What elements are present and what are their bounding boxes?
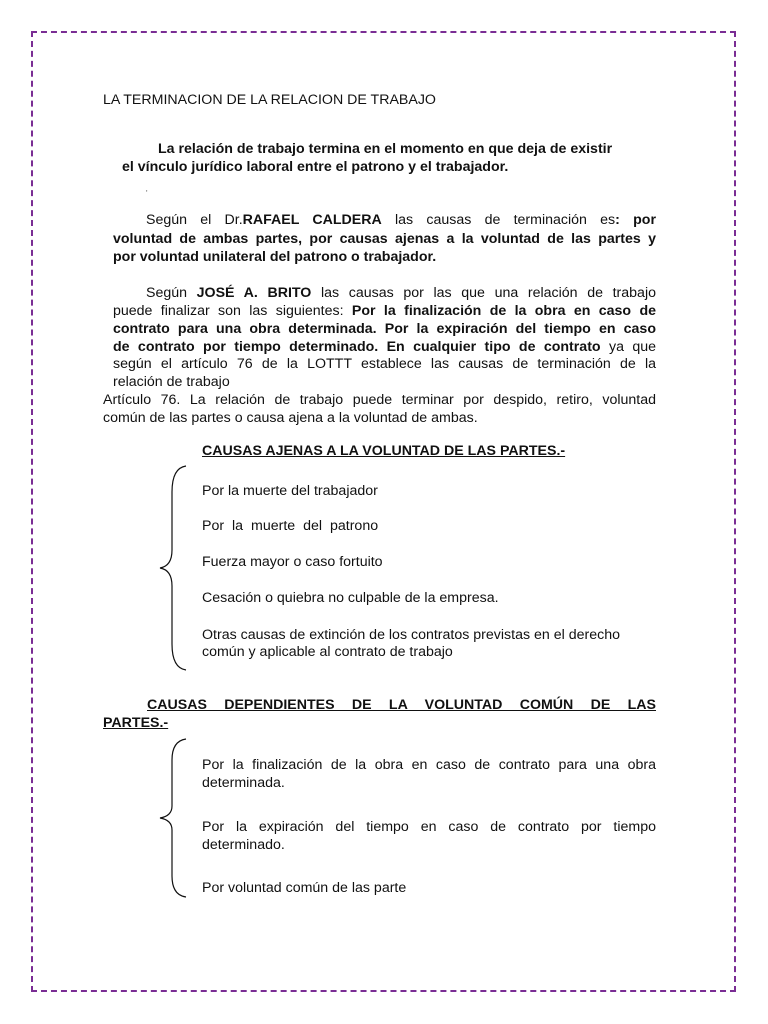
- section-1-item-4: Cesación o quiebra no culpable de la empresa.: [202, 590, 499, 606]
- section-2-item-2: Por la expiración del tiempo en caso de contrato por tiempo: [202, 819, 656, 835]
- caldera-line-2: voluntad de ambas partes, por causas ajenas a la voluntad de las partes y: [113, 231, 656, 247]
- caldera-line-3: por voluntad unilateral del patrono o trabajador.: [113, 249, 437, 265]
- brito-line-1: [113, 285, 656, 302]
- brito-line-2-text: puede finalizar son las siguientes:: [113, 303, 344, 319]
- document-title: LA TERMINACION DE LA RELACION DE TRABAJO: [103, 92, 436, 108]
- section-2-heading-text: CAUSAS DEPENDIENTES DE LA VOLUNTAD COMÚN DE LAS: [147, 697, 656, 713]
- stray-mark: ': [146, 189, 148, 198]
- section-1-brace: [150, 462, 190, 672]
- section-2-item-1-cont: determinada.: [202, 775, 285, 791]
- section-1-item-3: Fuerza mayor o caso fortuito: [202, 554, 383, 570]
- section-2-heading-line-2: PARTES.-: [103, 715, 169, 731]
- brito-intro-text: Según: [146, 285, 188, 301]
- article-line-1: Artículo 76. La relación de trabajo puede terminar por despido, retiro, voluntad: [103, 392, 656, 408]
- brito-line-2-bold: Por la finalización de la obra en caso de: [351, 303, 656, 319]
- brito-line-3: contrato para una obra determinada. Por la expiración del tiempo en caso: [113, 321, 656, 337]
- brito-line-5: según el artículo 76 de la LOTTT establece las causas de terminación de la: [113, 356, 656, 372]
- section-2-brace: [150, 736, 190, 900]
- section-1-item-2: Por la muerte del patrono: [202, 518, 379, 534]
- brito-line-4-text: ya que: [608, 339, 656, 355]
- caldera-line-1: [113, 212, 656, 229]
- intro-line-1: La relación de trabajo termina en el momento en que deja de existir: [158, 141, 613, 157]
- brito-line-4: [113, 339, 656, 356]
- brito-author: JOSÉ A. BRITO: [196, 285, 312, 301]
- intro-line-2: el vínculo jurídico laboral entre el patrono y el trabajador.: [122, 159, 509, 175]
- caldera-bold-start: : por: [615, 212, 656, 228]
- caldera-author: RAFAEL CALDERA: [242, 212, 382, 228]
- brito-line-4-bold: de contrato por tiempo determinado. En cualquier tipo de contrato: [113, 339, 601, 355]
- brito-text: las causas por las que una relación de trabajo: [320, 285, 656, 301]
- section-1-item-5: Otras causas de extinción de los contratos previstas en el derecho: [202, 627, 620, 643]
- section-2-item-3: Por voluntad común de las parte: [202, 880, 407, 896]
- brito-line-6: relación de trabajo: [113, 374, 230, 390]
- section-2-heading-line-1: [103, 697, 656, 713]
- caldera-intro-text: Según el Dr.: [146, 212, 243, 228]
- section-1-heading: CAUSAS AJENAS A LA VOLUNTAD DE LAS PARTES.-: [202, 443, 566, 459]
- caldera-text: las causas de terminación es: [395, 212, 616, 228]
- brito-line-2: [113, 303, 656, 320]
- section-2-item-1: Por la finalización de la obra en caso de contrato para una obra: [202, 757, 656, 773]
- section-1-item-5-cont: común y aplicable al contrato de trabajo: [202, 644, 453, 660]
- article-line-2: común de las partes o causa ajena a la voluntad de ambas.: [103, 410, 478, 426]
- section-2-item-2-cont: determinado.: [202, 837, 285, 853]
- section-1-item-1: Por la muerte del trabajador: [202, 483, 378, 499]
